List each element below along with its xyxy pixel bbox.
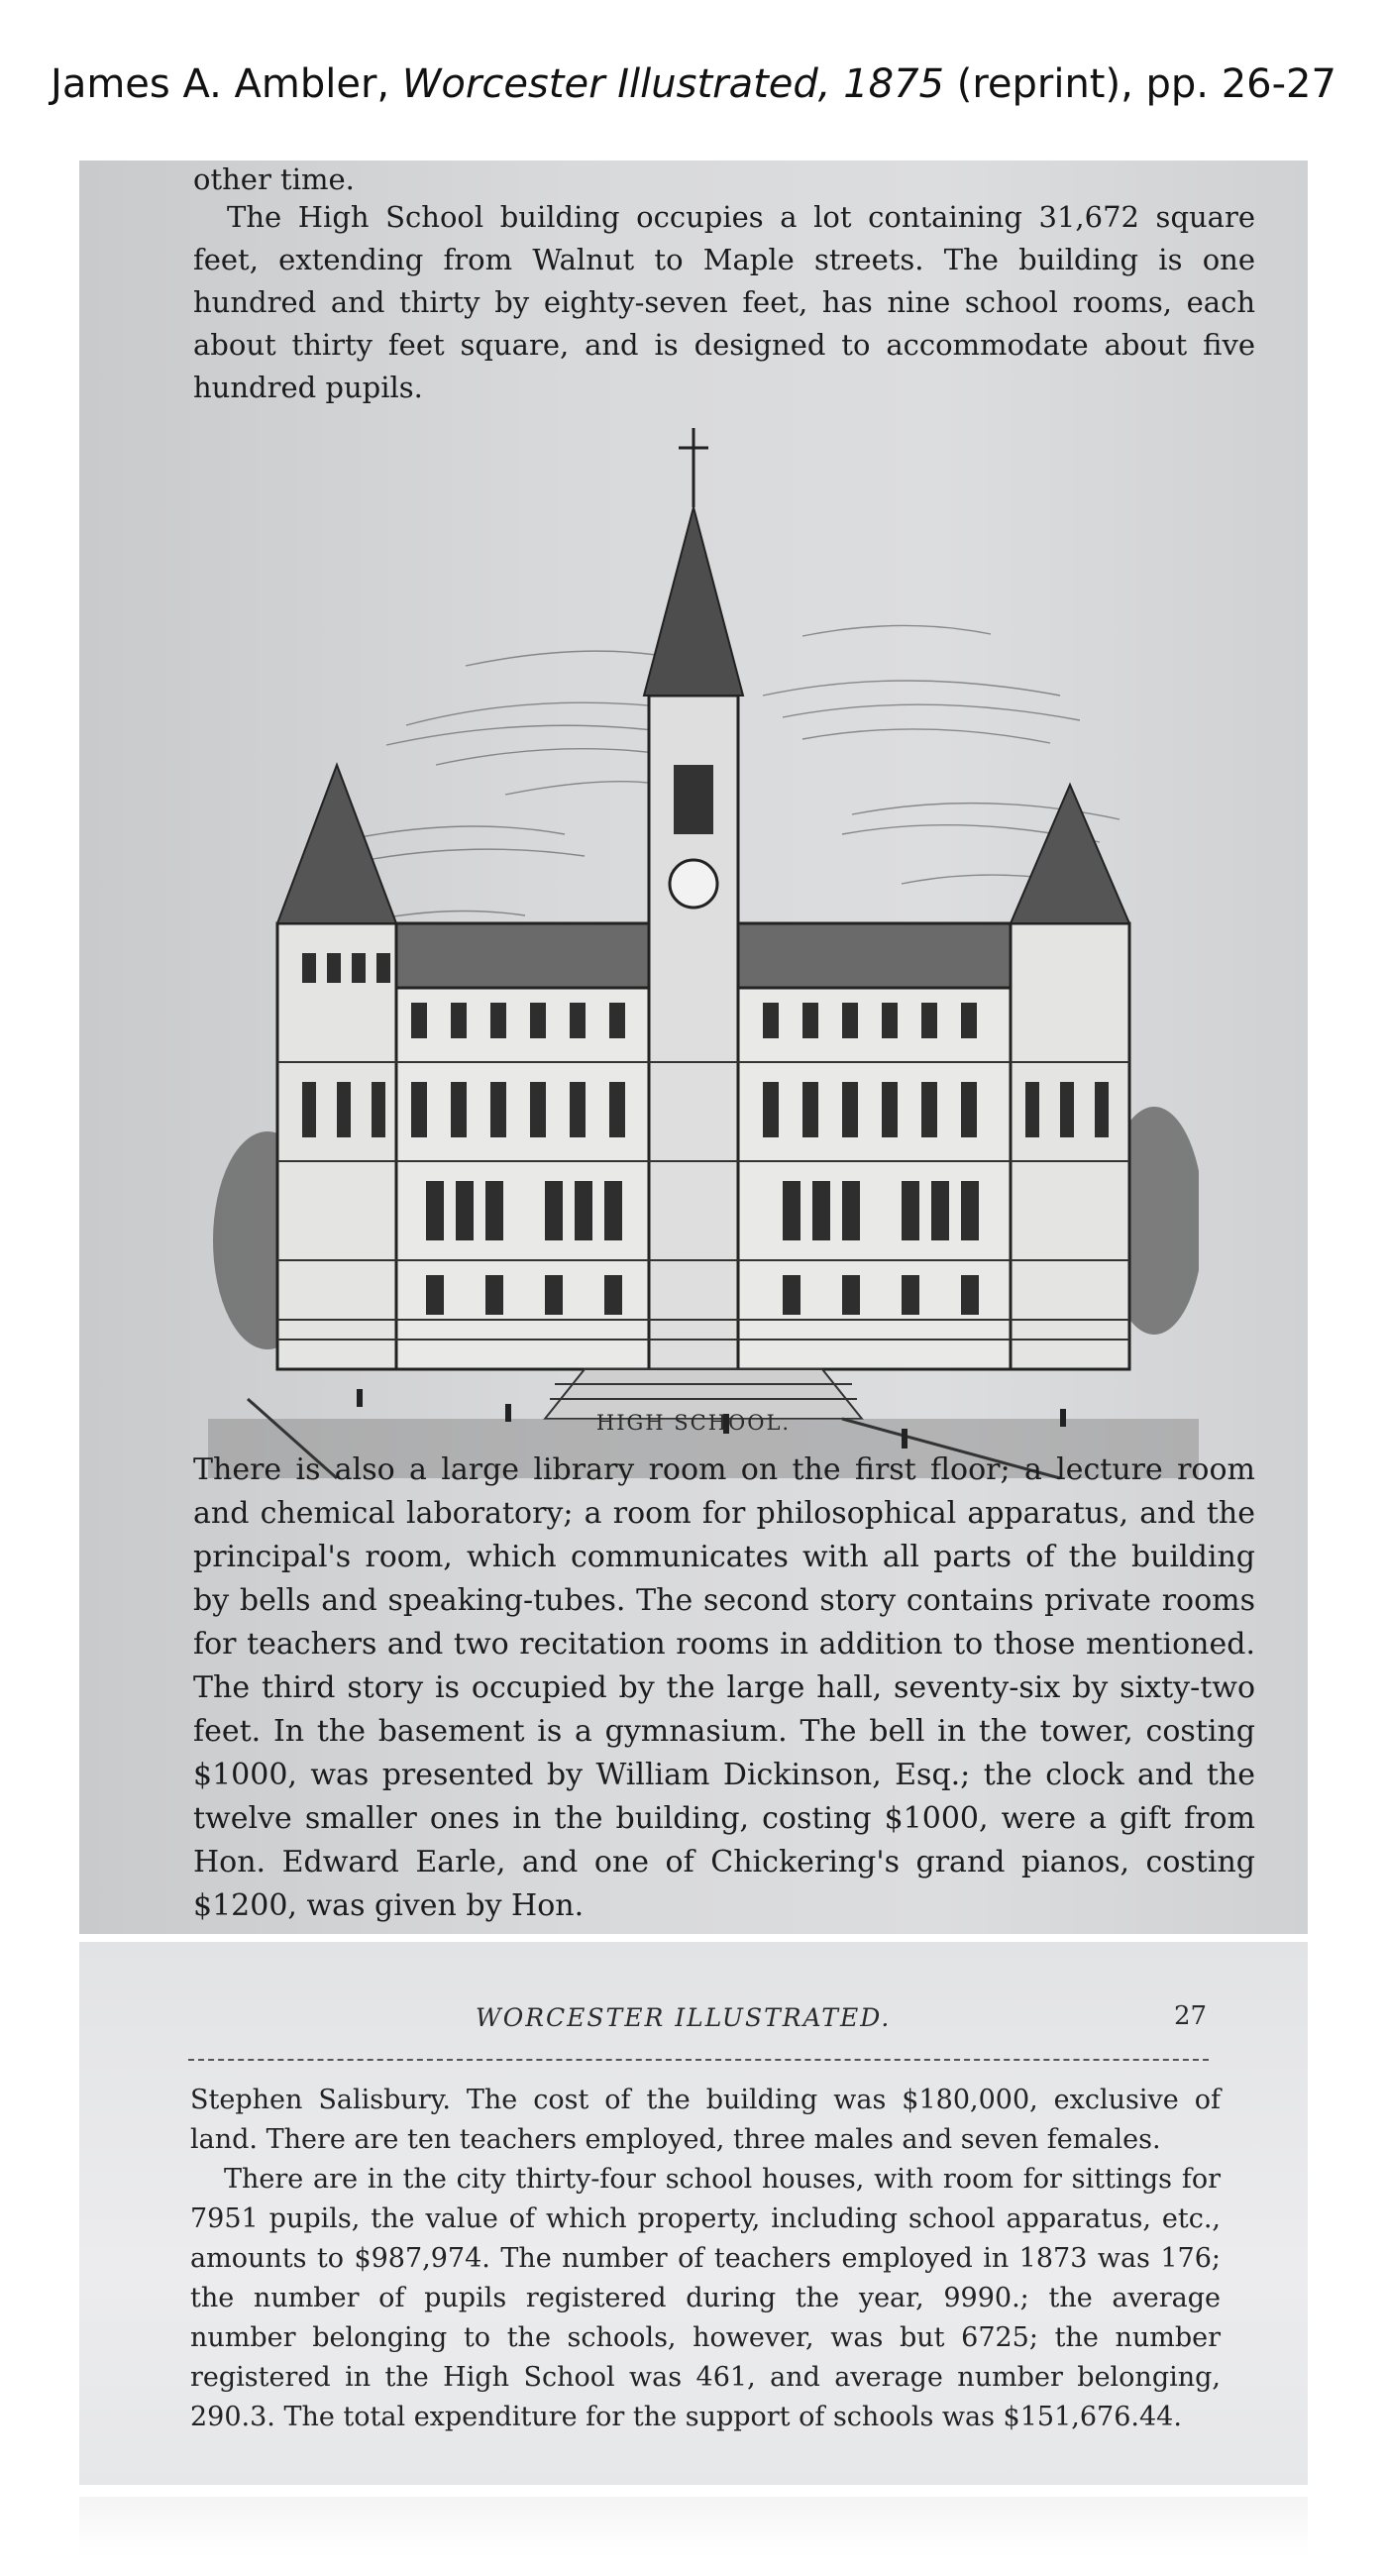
caption-author: James A. Ambler, — [51, 61, 402, 107]
page-26-scan — [79, 161, 1308, 1934]
page-number: 27 — [1174, 2001, 1208, 2031]
continuation-paragraph: Stephen Salisbury. The cost of the building was $180,000, exclusive of land. There are ten teachers employed, three males and seven females. — [190, 2085, 1221, 2155]
document-caption — [0, 61, 1387, 107]
first-line-text: other time. — [193, 162, 355, 196]
caption-work-title: Worcester Illustrated, 1875 — [401, 61, 944, 107]
library-paragraph — [193, 1449, 1255, 1928]
school-building — [277, 428, 1129, 1369]
high-school-engraving — [208, 369, 1199, 1538]
illustration-caption: HIGH SCHOOL. — [595, 1411, 792, 1435]
library-paragraph-text: There is also a large library room on the first floor; a lecture room and chemical laboratory; a room for philosophical apparatus, and the principal's room, which communicates with all parts of the building by bells and speaking-tubes. The second story contains private rooms for teachers and two recitation rooms in addition to those mentioned. The third story is occupied by the large hall, seventy-six by sixty-two feet. In the basement is a gymnasium. The bell in the tower, costing $1000, was presented by William Dickinson, Esq.; the clock and the twelve smaller ones in the building, costing $1000, were a gift from Hon. Edward Earle, and one of Chickering's grand pianos, costing $1200, was given by Hon. — [193, 1452, 1255, 1923]
page-26-first-line — [193, 161, 1255, 201]
running-head: WORCESTER ILLUSTRATED. — [476, 2003, 892, 2032]
header-rule — [188, 2059, 1209, 2061]
page-27-scan — [79, 1942, 1308, 2485]
scan-edge — [79, 2497, 1308, 2556]
caption-pages: (reprint), pp. 26-27 — [944, 61, 1336, 107]
page-27-body — [190, 2081, 1221, 2437]
high-school-paragraph-text: The High School building occupies a lot containing 31,672 square feet, extending from Walnut to Maple streets. The building is one hundred and thirty by eighty-seven feet, has nine school rooms, each about thirty feet square, and is designed to accommodate about five hundred pupils. — [193, 200, 1255, 404]
schools-paragraph: There are in the city thirty-four school houses, with room for sittings for 7951 pupils, the value of which property, including school apparatus, etc., amounts to $987,974. The number of teachers employed in 1873 was 176; the number of pupils registered during the year, 9990.; the average number belonging to the schools, however, was but 6725; the number registered in the High School was 461, and average number belonging, 290.3. The total expenditure for the support of schools was $151,676.44. — [190, 2164, 1221, 2432]
